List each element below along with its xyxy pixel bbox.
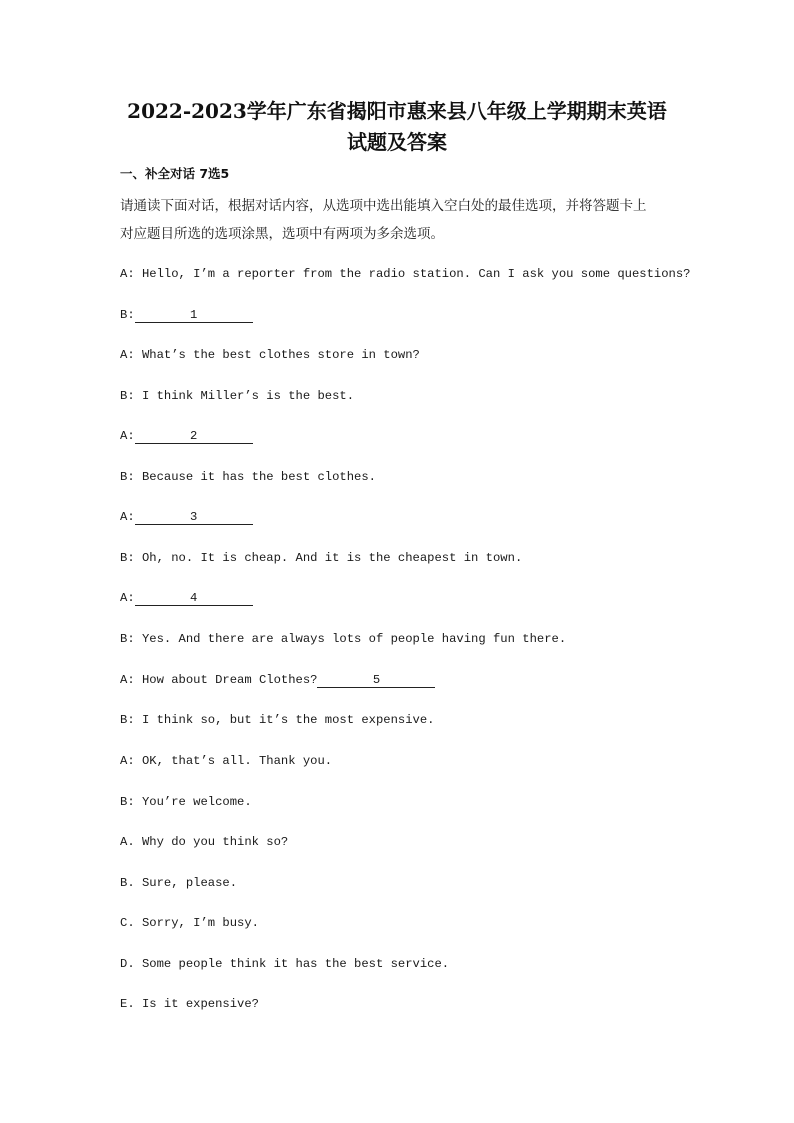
option-c: C. Sorry, I’m busy. xyxy=(120,916,259,930)
dialogue-line-1: A: Hello, I’m a reporter from the radio station. Can I ask you some questions? xyxy=(120,267,691,281)
dialogue-line-8: B: Oh, no. It is cheap. And it is the cheapest in town. xyxy=(120,551,523,565)
option-d: D. Some people think it has the best service. xyxy=(120,957,450,971)
dialogue-line-9: A: 4 xyxy=(120,590,253,606)
dialogue-line-6: B: Because it has the best clothes. xyxy=(120,470,376,484)
instruction-line-1: 请通读下面对话，根据对话内容，从选项中选出能填入空白处的最佳选项，并将答题卡上 xyxy=(120,198,647,214)
dialogue-line-13: A: OK, that’s all. Thank you. xyxy=(120,754,333,768)
option-b: B. Sure, please. xyxy=(120,876,238,890)
dialogue-line-7: A: 3 xyxy=(120,509,253,525)
document-title xyxy=(100,96,694,158)
dialogue-line-14: B: You’re welcome. xyxy=(120,795,252,809)
dialogue-line-12: B: I think so, but it’s the most expensive. xyxy=(120,713,435,727)
answer-blank-3[interactable]: 3 xyxy=(135,510,253,525)
dialogue-line-5: A: 2 xyxy=(120,428,253,444)
option-a: A. Why do you think so? xyxy=(120,835,289,849)
dialogue-line-11: A: How about Dream Clothes? 5 xyxy=(120,672,435,688)
answer-blank-1[interactable]: 1 xyxy=(135,308,253,323)
dialogue-line-4: B: I think Miller’s is the best. xyxy=(120,389,355,403)
section-heading: 一、补全对话 7选5 xyxy=(120,166,230,181)
answer-blank-2[interactable]: 2 xyxy=(135,429,253,444)
dialogue-line-10: B: Yes. And there are always lots of people having fun there. xyxy=(120,632,567,646)
instructions xyxy=(120,192,676,248)
dialogue-line-2: B: 1 xyxy=(120,307,253,323)
answer-blank-5[interactable]: 5 xyxy=(317,673,435,688)
title-line-2: 试题及答案 xyxy=(347,130,447,154)
title-line-1: 2022-2023学年广东省揭阳市惠来县八年级上学期期末英语 xyxy=(127,99,667,123)
answer-blank-4[interactable]: 4 xyxy=(135,591,253,606)
instruction-line-2: 对应题目所选的选项涂黑，选项中有两项为多余选项。 xyxy=(120,226,444,242)
option-e: E. Is it expensive? xyxy=(120,997,259,1011)
dialogue-line-3: A: What’s the best clothes store in town? xyxy=(120,348,420,362)
